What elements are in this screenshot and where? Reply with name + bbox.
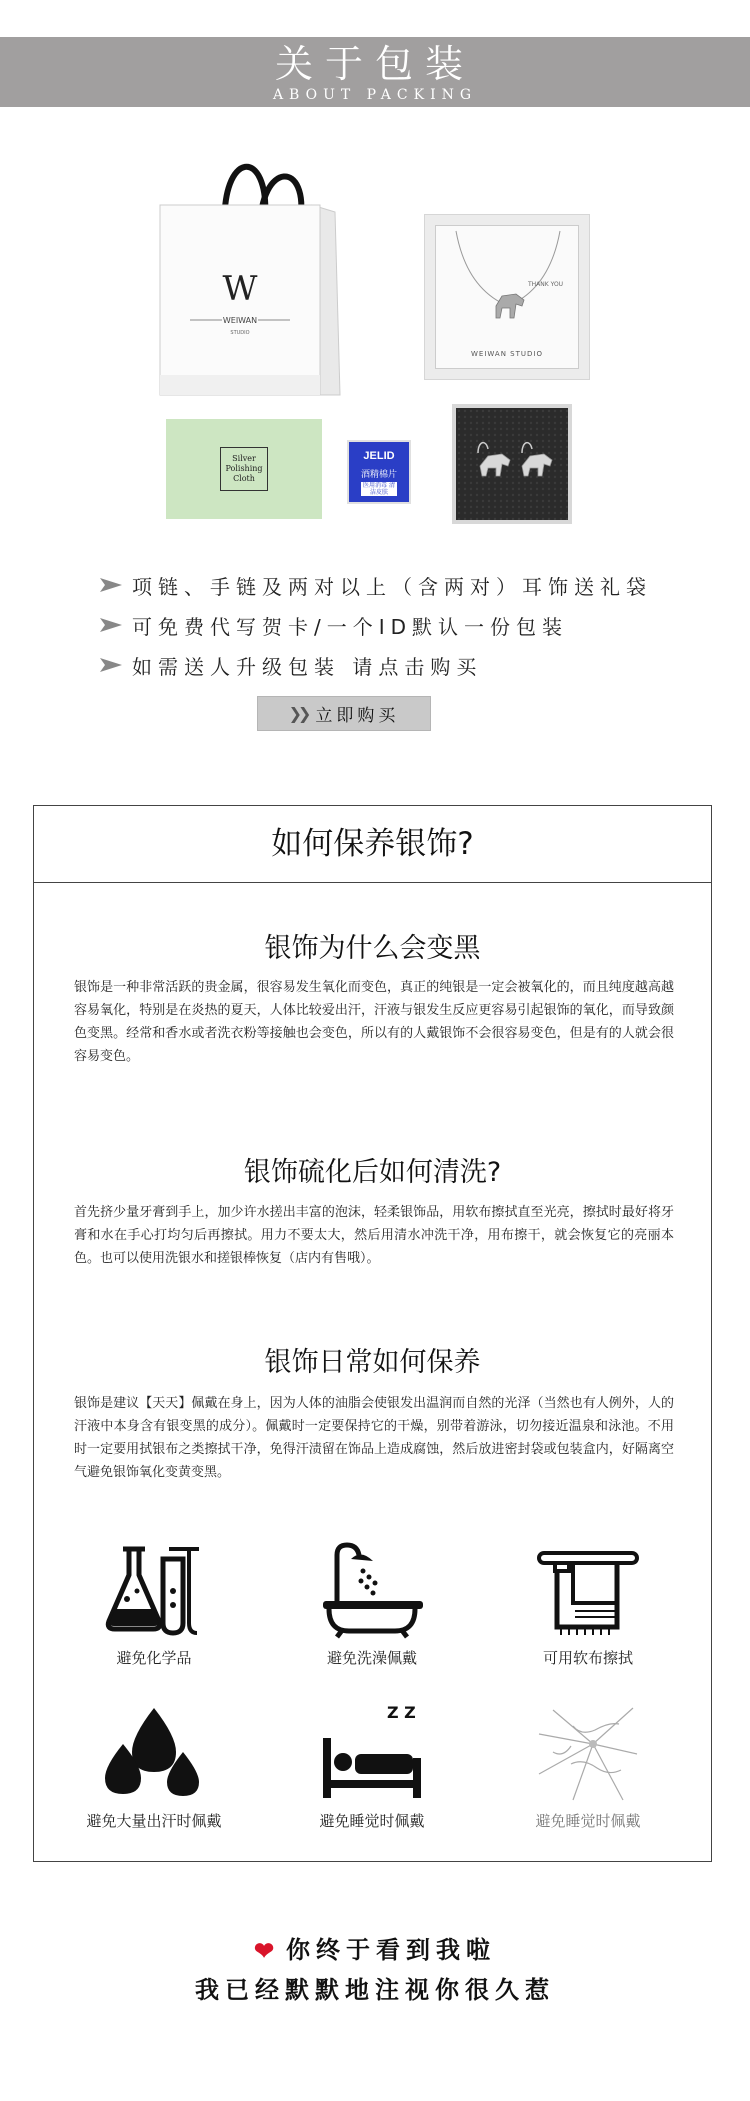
care-tip-soft-cloth: 可用软布擦拭 (508, 1541, 668, 1668)
gift-bag-photo (140, 150, 390, 400)
polishing-cloth-photo: Silver Polishing Cloth (166, 419, 322, 519)
footer-line-2: 我已经默默地注视你很久惹 (195, 1975, 555, 2004)
section-body-why-black: 银饰是一种非常活跃的贵金属，很容易发生氧化而变色，真正的纯银是一定会被氧化的，而且纯度越高越容易氧化，特别是在炎热的夏天，人体比较爱出汗，汗液与银发生反应更容易引起银饰的氧化，而导致颜色变黑。经常和香水或者洗衣粉等接触也会变色，所以有的人戴银饰不会很容易变色，但是有的人就会很容易变色。 (74, 980, 674, 1064)
footer-line-1: ❤ 你终于看到我啦 (253, 1935, 497, 1965)
necklace-box-brand: WEIWAN STUDIO (470, 350, 543, 358)
about-packing-banner (0, 37, 750, 107)
list-item: 可免费代写贺卡/一个ID默认一份包装 (100, 605, 700, 645)
list-item: 如需送人升级包装 请点击购买 (100, 645, 700, 685)
sleeping-bed-icon (317, 1704, 427, 1804)
lab-flask-icon (99, 1541, 209, 1641)
svg-text:THANK YOU: THANK YOU (528, 281, 564, 288)
arrow-right-icon (100, 658, 122, 672)
packaging-notes (100, 565, 700, 685)
necklace-box-photo (424, 214, 590, 380)
care-tip-sweating: 避免大量出汗时佩戴 (74, 1704, 234, 1831)
care-tip-broken-glass: 避免睡觉时佩戴 (508, 1704, 668, 1831)
care-tip-bathing: 避免洗澡佩戴 (292, 1541, 452, 1668)
section-body-daily-care: 银饰是建议【天天】佩戴在身上，因为人体的油脂会使银发出温润而自然的光泽（当然也有人例外，人的汗液中本身含有银变黑的成分）。佩戴时一定要保持它的干燥，别带着游泳，切勿接近温泉和泳池。不用时一定要用拭银布之类擦拭干净，免得汗渍留在饰品上造成腐蚀，然后放进密封袋或包装盒内，好隔离空气避免银饰氧化变黄变黑。 (74, 1396, 674, 1480)
towel-rack-icon (533, 1541, 643, 1641)
svg-text:W: W (222, 269, 258, 309)
heart-icon: ❤ (253, 1936, 281, 1965)
arrow-right-icon (100, 618, 122, 632)
banner-title: 关于包装 (274, 42, 475, 86)
buy-now-label: 立即购买 (315, 706, 400, 726)
sweat-drops-icon (99, 1704, 209, 1804)
section-body-cleaning: 首先挤少量牙膏到手上，加少许水搓出丰富的泡沫，轻柔银饰品，用软布擦拭直至光亮，擦拭时最好将牙膏和水在手心打均匀后再擦拭。用力不要太大，然后用清水冲洗干净，用布擦干，就会恢复它的亮丽本色。也可以使用洗银水和搓银棒恢复（店内有售哦）。 (74, 1205, 674, 1266)
bathtub-shower-icon (317, 1541, 427, 1641)
svg-text:STUDIO: STUDIO (230, 330, 250, 336)
care-panel-title: 如何保养银饰? (34, 806, 711, 883)
section-title-daily-care: 银饰日常如何保养 (264, 1347, 481, 1378)
svg-text:Z Z: Z Z (387, 1704, 416, 1722)
cracked-glass-icon (533, 1704, 643, 1804)
svg-text:WEIWAN: WEIWAN (222, 316, 258, 325)
earring-box-photo (452, 404, 572, 524)
section-title-why-black: 银饰为什么会变黑 (264, 933, 481, 964)
section-title-cleaning: 银饰硫化后如何清洗? (243, 1157, 502, 1188)
arrow-right-icon (100, 578, 122, 592)
care-tip-sleeping: Z Z 避免睡觉时佩戴 (292, 1704, 452, 1831)
silver-care-panel (33, 805, 712, 1862)
double-chevron-icon: ❯❯ (288, 704, 308, 723)
buy-now-button[interactable] (257, 696, 431, 731)
list-item: 项链、手链及两对以上（含两对）耳饰送礼袋 (100, 565, 700, 605)
alcohol-wipe-photo: JELID 酒精棉片 医用消毒 清洁皮肤 (347, 440, 411, 504)
care-tip-chemicals: 避免化学品 (74, 1541, 234, 1668)
banner-subtitle: ABOUT PACKING (272, 87, 478, 103)
